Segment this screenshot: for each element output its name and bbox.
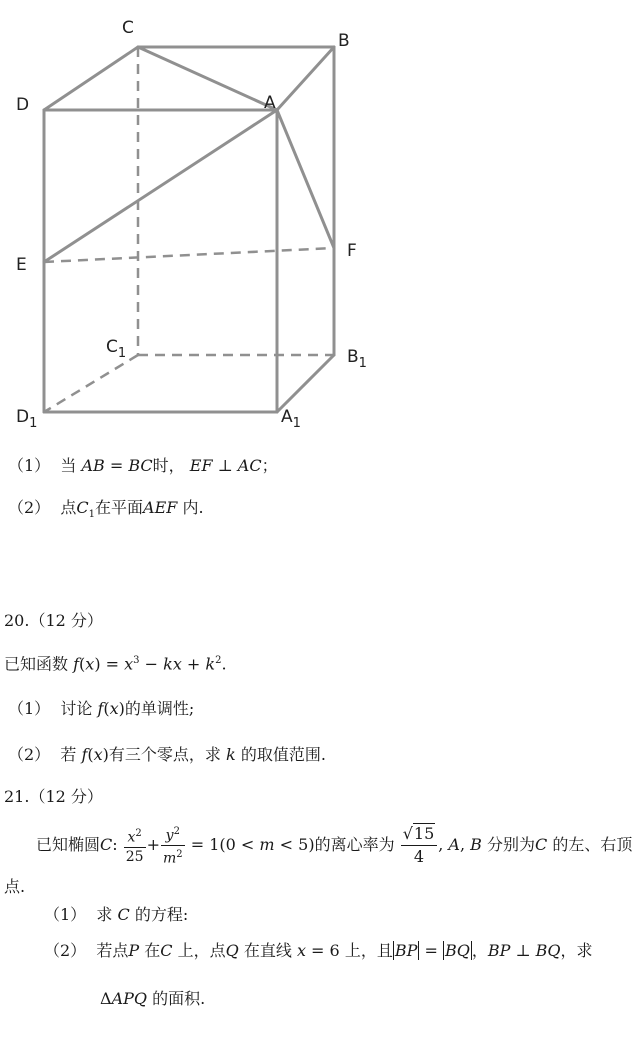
label-B1: $B_1$ (347, 347, 367, 371)
q20-header: 20.（12 分） (4, 611, 103, 630)
hidden-edge-C1D1 (44, 355, 138, 412)
q19-part2: （2） 点$C_1$在平面AEF 内. (8, 498, 204, 521)
q19-part1: （1） 当 AB = BC时， EF ⊥ AC； (8, 456, 278, 475)
edge-A1B1 (277, 355, 334, 412)
q21-stem: 已知椭圆C: $\frac{x^2}{25}$ + $\frac{y^2}{m^2}$ = 1(0 < m < 5)的离心率为 $\frac{√15}{4}$ , A, B 分别为C 的左、右顶 (36, 824, 633, 867)
edge-CD (44, 47, 138, 110)
label-C: C (122, 18, 134, 38)
q20-stem: 已知函数 $f(x) = x^3$ − kx + $k^2$. (4, 654, 227, 674)
q20-part1: （1） 讨论 f(x)的单调性; (8, 699, 195, 718)
prism-figure (0, 0, 400, 440)
label-A: A (264, 93, 276, 113)
edge-AB (277, 47, 334, 110)
q21-part2-cont: ΔAPQ 的面积. (100, 989, 206, 1008)
label-E: E (16, 255, 27, 275)
segment-AF (277, 110, 334, 248)
segment-AE (44, 110, 277, 262)
q21-part2: （2） 若点P 在C 上，点Q 在直线 x = 6 上，且 BP = BQ ，BP ⊥ BQ，求 (44, 941, 593, 960)
q21-part1: （1） 求 C 的方程: (44, 905, 189, 924)
label-B: B (338, 31, 350, 51)
label-A1: $A_1$ (281, 407, 301, 431)
label-D1: $D_1$ (16, 407, 38, 431)
label-C1: $C_1$ (106, 337, 127, 361)
q21-stem-cont: 点. (4, 877, 26, 896)
q20-part2: （2） 若 f(x)有三个零点，求 k 的取值范围. (8, 745, 326, 764)
hidden-segment-EF (44, 248, 334, 262)
label-F: F (347, 241, 357, 261)
q21-header: 21.（12 分） (4, 787, 103, 806)
label-D: D (16, 95, 30, 115)
edge-CA (138, 47, 277, 110)
